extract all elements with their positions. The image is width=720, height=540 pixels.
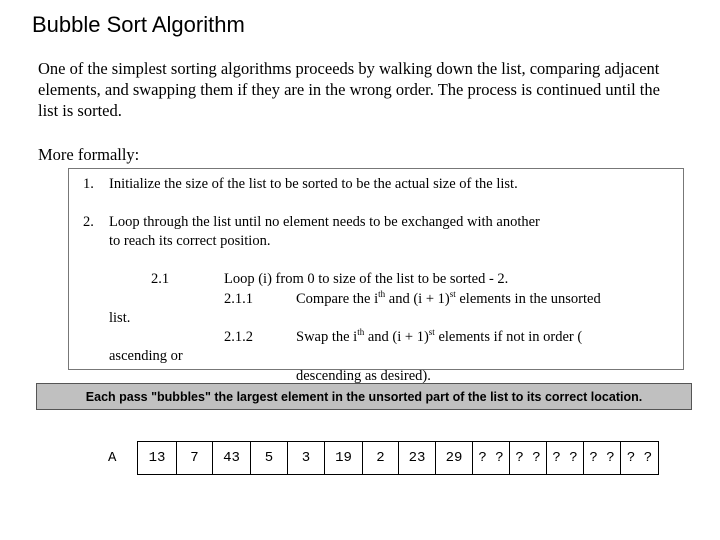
array-cell-12: ? ?: [583, 441, 620, 475]
step-2-line-1: Loop through the list until no element needs to be exchanged with another: [109, 214, 540, 230]
step-2-1-1-number: 2.1.1: [224, 291, 253, 307]
step-1-number: 1.: [83, 176, 94, 192]
step-1-text: Initialize the size of the list to be sorted to be the actual size of the list.: [109, 176, 518, 192]
array-cell-9: ? ?: [472, 441, 509, 475]
intro-paragraph: One of the simplest sorting algorithms proceeds by walking down the list, comparing adjacent elements, and swapping them if they are in the wrong order. The process is continued until the list is sorted.: [38, 59, 660, 120]
step-2-number: 2.: [83, 214, 94, 230]
array-cell-8: 29: [435, 441, 472, 475]
array-cell-11: ? ?: [546, 441, 583, 475]
array-cell-5: 19: [324, 441, 362, 475]
step-2-1-text: Loop (i) from 0 to size of the list to be sorted - 2.: [224, 271, 509, 287]
array-cell-6: 2: [362, 441, 398, 475]
step-2-1-1-wrap: list.: [109, 310, 131, 326]
step-2-1-2-number: 2.1.2: [224, 329, 253, 345]
array-cell-0: 13: [137, 441, 176, 475]
step-2-1-number: 2.1: [151, 271, 170, 287]
array-cells: [137, 441, 659, 475]
summary-banner: Each pass "bubbles" the largest element in the unsorted part of the list to its correct location.: [36, 383, 692, 410]
array-cell-13: ? ?: [620, 441, 659, 475]
more-formally-label: More formally:: [38, 145, 140, 164]
array-cell-3: 5: [250, 441, 287, 475]
array-cell-4: 3: [287, 441, 324, 475]
array-cell-2: 43: [212, 441, 250, 475]
array-label: A: [108, 450, 117, 466]
array-cell-10: ? ?: [509, 441, 546, 475]
step-2-1-1-text: Compare the $i^{th}$ and $(i + 1)^{st}$ elements in the unsorted: [296, 289, 601, 307]
array-cell-7: 23: [398, 441, 435, 475]
algorithm-steps-box: [68, 168, 684, 370]
step-2-1-2-wrap-2: descending as desired).: [296, 368, 431, 384]
step-2-1-2-text: Swap the $i^{th}$ and $(i + 1)^{st}$ elements if not in order (: [296, 327, 583, 345]
array-cell-1: 7: [176, 441, 212, 475]
step-2-line-2: to reach its correct position.: [109, 233, 271, 249]
slide-title: Bubble Sort Algorithm: [32, 12, 245, 37]
step-2-1-2-wrap-1: ascending or: [109, 348, 183, 364]
